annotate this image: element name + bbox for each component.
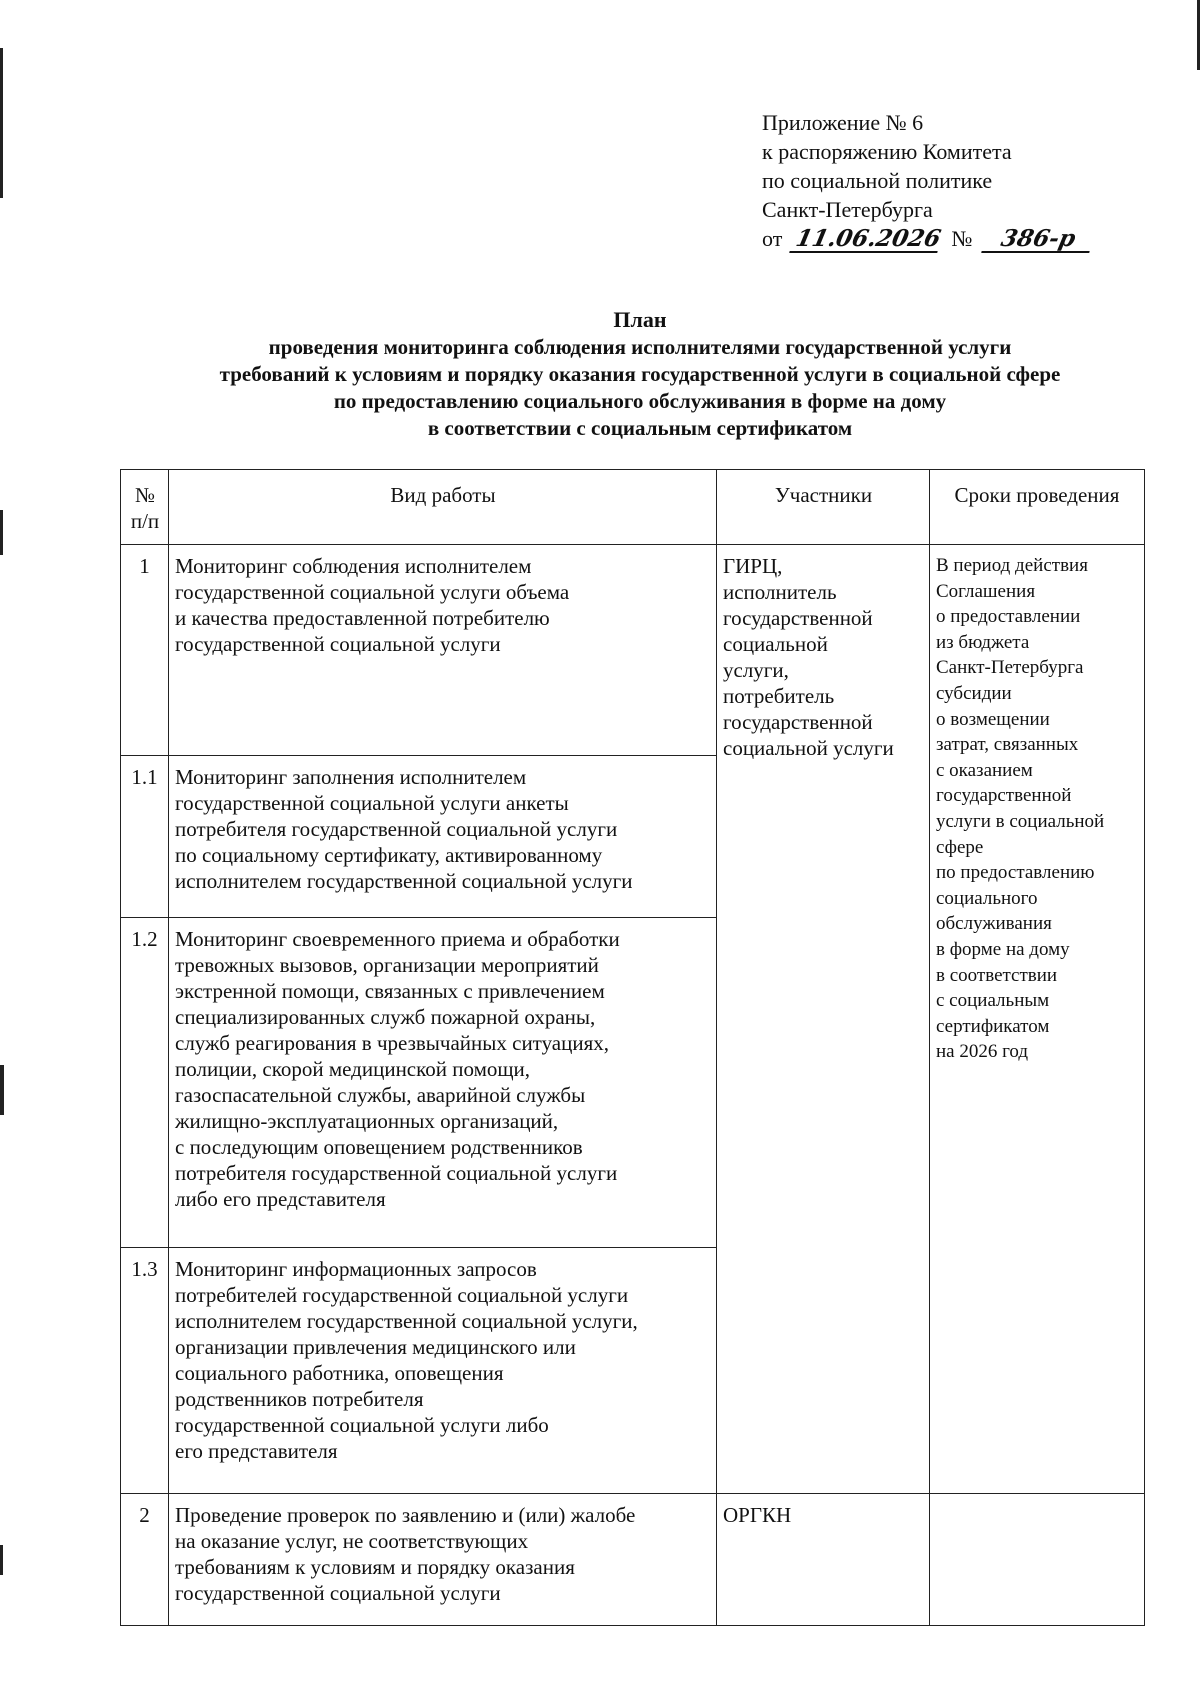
work-line: либо его представителя bbox=[175, 1187, 386, 1211]
work-line: тревожных вызовов, организации мероприятий bbox=[175, 953, 599, 977]
row-work bbox=[169, 1248, 717, 1494]
row-num: 1 bbox=[121, 545, 169, 756]
work-line: Мониторинг своевременного приема и обработки bbox=[175, 927, 620, 951]
terms-line: сфере bbox=[936, 836, 984, 858]
handwritten-number: 386-р bbox=[981, 227, 1095, 253]
terms-line: с оказанием bbox=[936, 759, 1033, 781]
terms-line: в форме на дому bbox=[936, 938, 1070, 960]
work-line: организации привлечения медицинского или bbox=[175, 1335, 576, 1359]
row-num: 2 bbox=[121, 1494, 169, 1626]
terms-line: по предоставлению bbox=[936, 862, 1095, 884]
work-line: на оказание услуг, не соответствующих bbox=[175, 1529, 529, 1553]
plan-table bbox=[120, 469, 1145, 1626]
work-line: родственников потребителя bbox=[175, 1387, 424, 1411]
row-num: 1.1 bbox=[121, 756, 169, 918]
work-line: государственной социальной услуги либо bbox=[175, 1413, 549, 1437]
scan-edge-mark bbox=[0, 1545, 3, 1575]
terms-line: в соответствии bbox=[936, 964, 1058, 986]
work-line: потребителя государственной социальной услуги bbox=[175, 1161, 618, 1185]
header-num-line: п/п bbox=[130, 509, 160, 533]
terms-line: Соглашения bbox=[936, 580, 1036, 602]
appendix-block bbox=[762, 108, 1092, 253]
participants-line: ОРГКН bbox=[723, 1503, 792, 1527]
terms-line: государственной bbox=[936, 785, 1072, 807]
work-line: исполнителем государственной социальной услуги bbox=[175, 869, 633, 893]
work-line: Проведение проверок по заявлению и (или) жалобе bbox=[175, 1503, 636, 1527]
handwritten-date: 11.06.2026 bbox=[789, 227, 943, 253]
date-prefix: от bbox=[762, 226, 783, 251]
row-work bbox=[169, 756, 717, 918]
number-prefix: № bbox=[951, 226, 973, 251]
work-line: его представителя bbox=[175, 1439, 338, 1463]
terms-line: субсидии bbox=[936, 682, 1012, 704]
row-work bbox=[169, 545, 717, 756]
terms-line: услуги в социальной bbox=[936, 810, 1105, 832]
work-line: служб реагирования в чрезвычайных ситуациях, bbox=[175, 1031, 610, 1055]
work-line: государственной социальной услуги bbox=[175, 1581, 501, 1605]
participants-line: исполнитель bbox=[723, 580, 837, 604]
appendix-line: к распоряжению Комитета bbox=[762, 139, 1012, 164]
document-title bbox=[100, 306, 1180, 442]
terms-line: Санкт-Петербурга bbox=[936, 657, 1084, 679]
scan-edge-mark bbox=[0, 510, 3, 555]
participants-line: потребитель bbox=[723, 684, 835, 708]
appendix-line: по социальной политике bbox=[762, 168, 993, 193]
work-line: государственной социальной услуги объема bbox=[175, 580, 570, 604]
header-terms: Сроки проведения bbox=[930, 470, 1145, 545]
work-line: и качества предоставленной потребителю bbox=[175, 606, 550, 630]
work-line: потребителя государственной социальной услуги bbox=[175, 817, 618, 841]
header-num-line: № bbox=[134, 483, 156, 507]
terms-line: В период действия bbox=[936, 555, 1088, 576]
title-line: требований к условиям и порядку оказания государственной услуги в социальной сфере bbox=[219, 362, 1061, 386]
work-line: газоспасательной службы, аварийной службы bbox=[175, 1083, 586, 1107]
terms-line: обслуживания bbox=[936, 913, 1052, 935]
group-participants bbox=[717, 545, 930, 1494]
terms-line: сертификатом bbox=[936, 1015, 1050, 1037]
work-line: Мониторинг соблюдения исполнителем bbox=[175, 554, 532, 578]
title-line: проведения мониторинга соблюдения исполнителями государственной услуги bbox=[268, 335, 1012, 359]
appendix-date-line bbox=[762, 224, 1092, 253]
scan-edge-mark bbox=[0, 48, 3, 198]
table-header-row bbox=[121, 470, 1145, 545]
work-line: с последующим оповещением родственников bbox=[175, 1135, 583, 1159]
work-line: государственной социальной услуги bbox=[175, 632, 501, 656]
work-line: государственной социальной услуги анкеты bbox=[175, 791, 569, 815]
work-line: жилищно-эксплуатационных организаций, bbox=[175, 1109, 559, 1133]
participants-line: ГИРЦ, bbox=[723, 554, 783, 578]
terms-line: социального bbox=[936, 887, 1038, 909]
work-line: требованиям к условиям и порядку оказания bbox=[175, 1555, 575, 1579]
header-participants: Участники bbox=[717, 470, 930, 545]
row-work bbox=[169, 918, 717, 1248]
terms-line: с социальным bbox=[936, 990, 1050, 1012]
work-line: полиции, скорой медицинской помощи, bbox=[175, 1057, 531, 1081]
row-participants bbox=[717, 1494, 930, 1626]
row-num: 1.3 bbox=[121, 1248, 169, 1494]
table-row bbox=[121, 545, 1145, 756]
title-line: в соответствии с социальным сертификатом bbox=[427, 416, 853, 440]
row-num: 1.2 bbox=[121, 918, 169, 1248]
header-work: Вид работы bbox=[169, 470, 717, 545]
participants-line: государственной bbox=[723, 606, 873, 630]
title-main: План bbox=[613, 307, 667, 332]
work-line: по социальному сертификату, активированному bbox=[175, 843, 603, 867]
scan-edge-mark bbox=[0, 1065, 4, 1115]
participants-line: государственной bbox=[723, 710, 873, 734]
work-line: исполнителем государственной социальной услуги, bbox=[175, 1309, 638, 1333]
terms-line: затрат, связанных bbox=[936, 734, 1079, 756]
row-terms bbox=[930, 1494, 1145, 1626]
terms-line: из бюджета bbox=[936, 631, 1030, 653]
appendix-line: Приложение № 6 bbox=[762, 110, 924, 135]
table-row bbox=[121, 1494, 1145, 1626]
terms-line: о возмещении bbox=[936, 708, 1050, 730]
work-line: экстренной помощи, связанных с привлечением bbox=[175, 979, 605, 1003]
work-line: потребителей государственной социальной услуги bbox=[175, 1283, 629, 1307]
work-line: специализированных служб пожарной охраны, bbox=[175, 1005, 596, 1029]
work-line: Мониторинг заполнения исполнителем bbox=[175, 765, 527, 789]
header-num bbox=[121, 470, 169, 545]
work-line: социального работника, оповещения bbox=[175, 1361, 504, 1385]
terms-line: на 2026 год bbox=[936, 1041, 1029, 1063]
title-line: по предоставлению социального обслуживания в форме на дому bbox=[333, 389, 947, 413]
participants-line: услуги, bbox=[723, 658, 789, 682]
work-line: Мониторинг информационных запросов bbox=[175, 1257, 537, 1281]
participants-line: социальной bbox=[723, 632, 828, 656]
terms-line: о предоставлении bbox=[936, 606, 1081, 628]
group-terms bbox=[930, 545, 1145, 1494]
row-work bbox=[169, 1494, 717, 1626]
participants-line: социальной услуги bbox=[723, 736, 894, 760]
appendix-line: Санкт-Петербурга bbox=[762, 197, 933, 222]
